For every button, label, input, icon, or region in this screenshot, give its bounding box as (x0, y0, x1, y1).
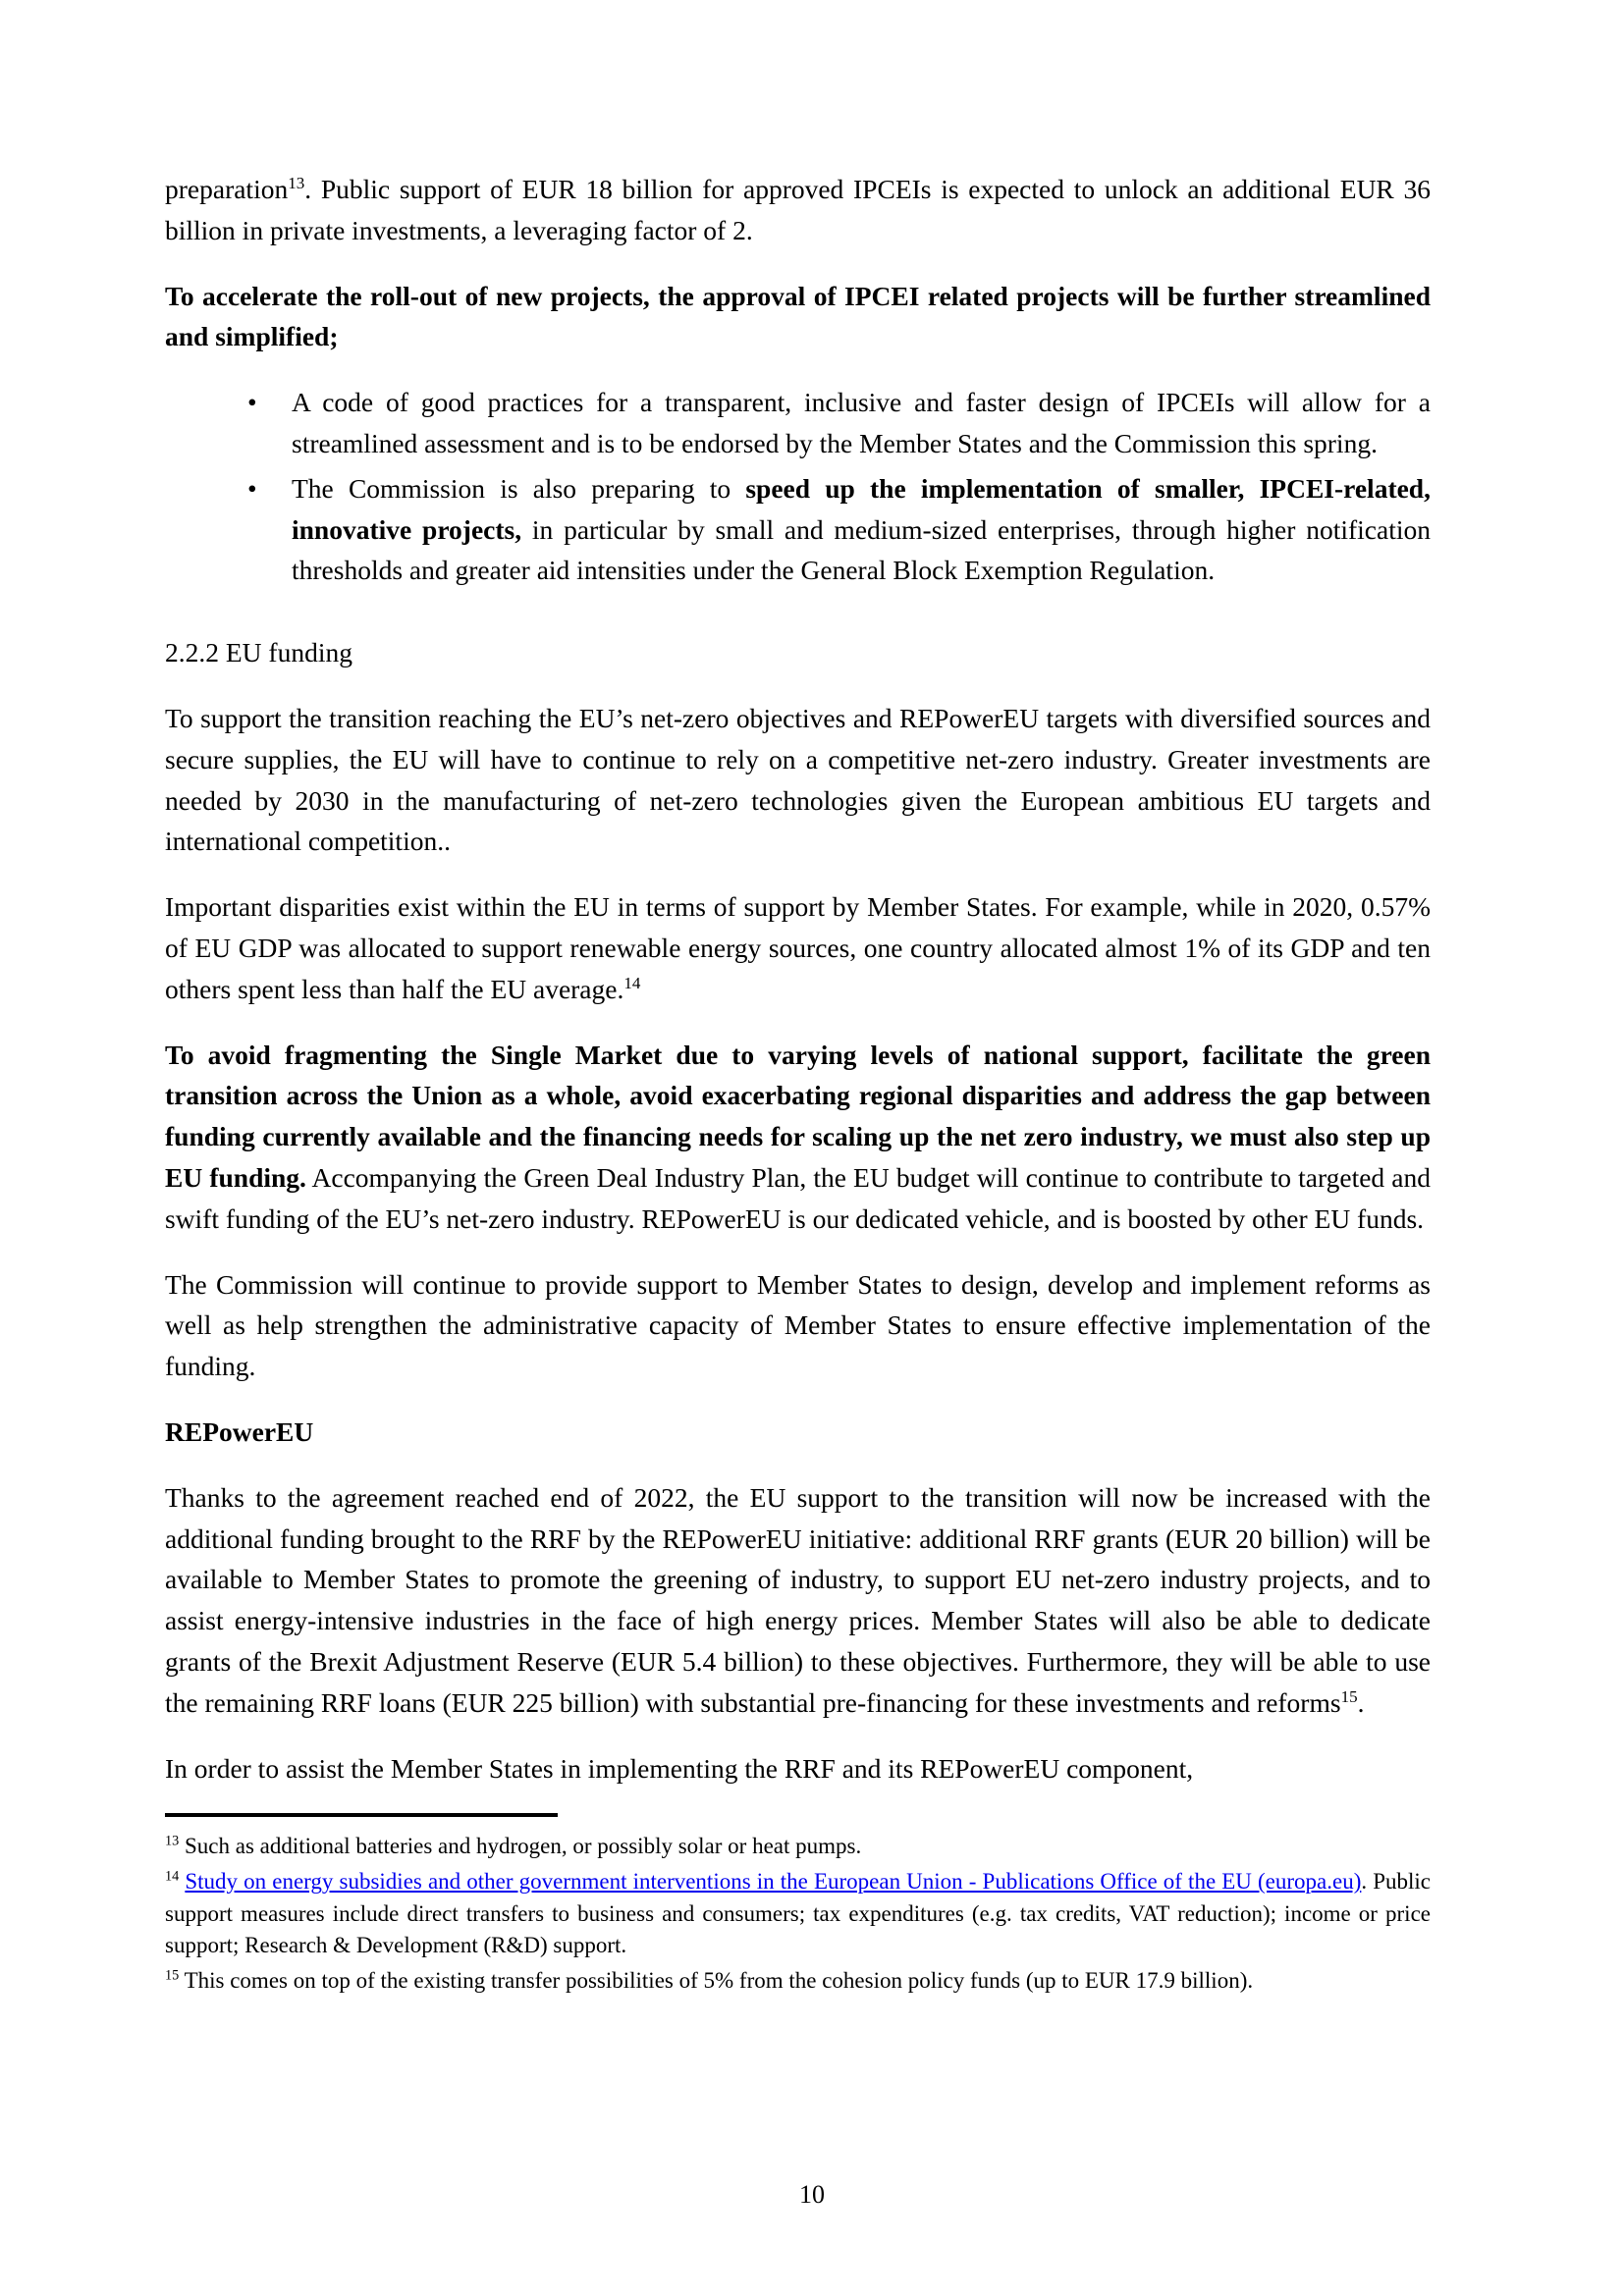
footnote-text: This comes on top of the existing transfer possibilities of 5% from the cohesion policy funds (up to EUR 17.9 billion). (179, 1967, 1254, 1993)
paragraph-text: . (1357, 1686, 1365, 1718)
paragraph-repowereu-funding (165, 1477, 1431, 1724)
paragraph-disparities (165, 886, 1431, 1009)
bullet-text: The Commission is also preparing to (292, 472, 746, 504)
bullet-text: A code of good practices for a transparent, inclusive and faster design of IPCEIs will allow for a streamlined assessment and is to be endorsed by the Member States and the Commission this spring. (292, 387, 1431, 458)
footnote-13 (165, 1831, 1431, 1863)
bullet-item-code-of-practices (165, 382, 1431, 464)
footnote-number: 13 (165, 1833, 180, 1849)
bullet-item-speed-up (165, 468, 1431, 591)
footnote-number: 14 (165, 1868, 180, 1885)
paragraph-ipcei-support (165, 169, 1431, 251)
paragraph-commission-support: The Commission will continue to provide support to Member States to design, develop and implement reforms as well as help strengthen the administrative capacity of Member States to ensure effective implementation of the funding. (165, 1268, 1431, 1382)
paragraph-support-transition: To support the transition reaching the EU’s net-zero objectives and REPowerEU targets with diversified sources and secure supplies, the EU will have to continue to rely on a competitive net-zero industry. Greater investments are needed by 2030 in the manufacturing of net-zero technologies given the European ambitious EU targets and international competition.. (165, 702, 1431, 857)
bullet-icon: • (247, 387, 257, 418)
page-number: 10 (799, 2180, 825, 2209)
paragraph-accelerate-rollout: To accelerate the roll-out of new projects, the approval of IPCEI related projects will be further streamlined and simplified; (165, 280, 1431, 352)
footnote-14 (165, 1866, 1431, 1962)
footnote-number: 15 (165, 1967, 180, 1984)
footnote-15 (165, 1965, 1431, 1998)
section-heading-eu-funding: 2.2.2 EU funding (165, 637, 352, 668)
paragraph-assist-member-states: In order to assist the Member States in implementing the RRF and its REPowerEU component, (165, 1752, 1194, 1784)
paragraph-text: Accompanying the Green Deal Industry Plan, the EU budget will continue to contribute to targeted and swift funding of the EU’s net-zero industry. REPowerEU is our dedicated vehicle, and is boosted by other EU funds. (165, 1161, 1431, 1234)
footnote-ref-14: 14 (623, 973, 641, 992)
footnote-ref-15: 15 (1340, 1686, 1358, 1706)
paragraph-text: Important disparities exist within the EU in terms of support by Member States. For example, while in 2020, 0.57% of EU GDP was allocated to support renewable energy sources, one country allocated almost 1% of its GDP and ten others spent less than half the EU average. (165, 891, 1431, 1004)
bullet-icon: • (247, 472, 257, 504)
footnote-text: Such as additional batteries and hydrogen, or possibly solar or heat pumps. (179, 1834, 862, 1859)
footnotes-section (165, 1831, 1431, 1997)
bullet-text: in particular by small and medium-sized enterprises, through higher notification thresholds and greater aid intensities under the General Block Exemption Regulation. (292, 513, 1431, 586)
bullet-list (165, 382, 1431, 591)
paragraph-text: Thanks to the agreement reached end of 2022, the EU support to the transition will now be increased with the additional funding brought to the RRF by the REPowerEU initiative: additional RRF grants (EUR 20 billion) will be available to Member States to promote the greening of industry, to support EU net-zero industry projects, and to assist energy-intensive industries in the face of high energy prices. Member States will also be able to dedicate grants of the Brexit Adjustment Reserve (EUR 5.4 billion) to these objectives. Furthermore, they will be able to use the remaining RRF loans (EUR 225 billion) with substantial pre-financing for these investments and reforms (165, 1481, 1431, 1718)
paragraph-text-bold: To avoid fragmenting the Single Market due to varying levels of national support, facilitate the green transition across the Union as a whole, avoid exacerbating regional disparities and address the gap between funding currently available and the financing needs for scaling up the net zero industry, we must also step up EU funding. (165, 1039, 1431, 1193)
footnote-ref-13: 13 (288, 173, 305, 192)
paragraph-text: . Public support of EUR 18 billion for approved IPCEIs is expected to unlock an additional EUR 36 billion in private investments, a leveraging factor of 2. (165, 174, 1431, 245)
footnote-14-link[interactable]: Study on energy subsidies and other government interventions in the European Union - Publications Office of the EU (europa.eu) (185, 1868, 1362, 1894)
heading-repowereu: REPowerEU (165, 1415, 314, 1447)
paragraph-text: preparation (165, 174, 289, 204)
footnote-text: . Public support measures include direct transfers to business and consumers; tax expenditures (e.g. tax credits, VAT reduction); income or price support; Research & Development (R&D) support. (165, 1868, 1432, 1958)
page-content (165, 169, 1431, 1789)
footnote-separator (165, 1813, 558, 1817)
bullet-text-bold: speed up the implementation of smaller, IPCEI-related, innovative projects, (292, 472, 1431, 545)
paragraph-avoid-fragmenting (165, 1035, 1431, 1240)
